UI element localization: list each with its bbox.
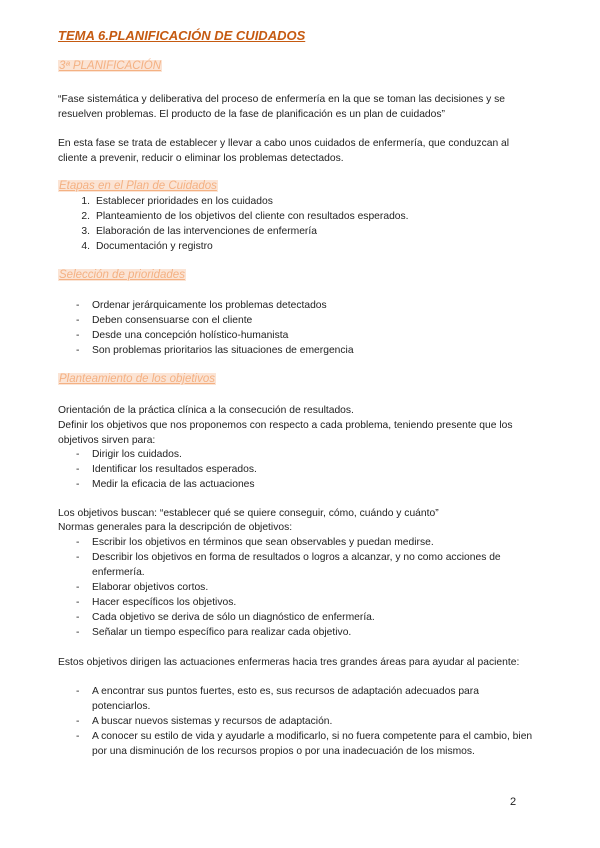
- list-item: - Medir la eficacia de las actuaciones: [76, 479, 255, 490]
- list-item: - A encontrar sus puntos fuertes, esto es, sus recursos de adaptación adecuados para potenciarlos.: [76, 686, 479, 712]
- normas-list: [58, 535, 536, 640]
- page-number: 2: [510, 796, 517, 808]
- list-item: - Hacer específicos los objetivos.: [76, 597, 237, 608]
- list-item: 4. Documentación y registro: [81, 241, 213, 252]
- list-item: - A buscar nuevos sistemas y recursos de adaptación.: [76, 716, 333, 727]
- objetivos-intro-1: Orientación de la práctica clínica a la consecución de resultados.: [58, 405, 354, 416]
- list-item: - Dirigir los cuidados.: [76, 449, 182, 460]
- prioridades-list: [58, 298, 536, 358]
- list-item: - Elaborar objetivos cortos.: [76, 582, 209, 593]
- section-heading-planificacion: 3ª PLANIFICACIÓN: [59, 60, 162, 72]
- list-item: - Deben consensuarse con el cliente: [76, 315, 253, 326]
- heading-etapas: Etapas en el Plan de Cuidados: [59, 180, 217, 192]
- list-item: - Ordenar jerárquicamente los problemas detectados: [76, 300, 327, 311]
- document-title: TEMA 6.PLANIFICACIÓN DE CUIDADOS: [58, 28, 306, 43]
- normas-label: Normas generales para la descripción de objetivos:: [58, 522, 293, 533]
- list-item: - Escribir los objetivos en términos que sean observables y puedan medirse.: [76, 537, 434, 548]
- areas-list: [58, 684, 536, 759]
- objetivos-purposes-list: [58, 447, 536, 492]
- etapas-list: [58, 194, 409, 254]
- list-item: 1. Establecer prioridades en los cuidados: [81, 196, 273, 207]
- areas-intro: Estos objetivos dirigen las actuaciones enfermeras hacia tres grandes áreas para ayudar al paciente:: [58, 657, 520, 668]
- list-item: - Describir los objetivos en forma de resultados o logros a alcanzar, y no como acciones de enfermería.: [76, 552, 501, 578]
- list-item: - Señalar un tiempo específico para realizar cada objetivo.: [76, 627, 352, 638]
- intro-text: En esta fase se trata de establecer y llevar a cabo unos cuidados de enfermería, que conduzcan al cliente a prevenir, reducir o eliminar los problemas detectados.: [58, 138, 510, 164]
- objetivos-buscan: Los objetivos buscan: “establecer qué se quiere conseguir, cómo, cuándo y cuánto”: [58, 508, 439, 519]
- heading-objetivos: Planteamiento de los objetivos: [59, 373, 215, 385]
- list-item: - A conocer su estilo de vida y ayudarle a modificarlo, si no fuera competente para el cambio, bien por una disminución de los recursos propios o por una inadecuación de los mismos.: [76, 731, 533, 757]
- objetivos-intro-2: Definir los objetivos que nos proponemos con respecto a cada problema, teniendo presente que los objetivos sirven para:: [58, 420, 513, 446]
- list-item: 2. Planteamiento de los objetivos del cliente con resultados esperados.: [81, 211, 409, 222]
- list-item: 3. Elaboración de las intervenciones de enfermería: [81, 226, 317, 237]
- heading-prioridades: Selección de prioridades: [59, 269, 185, 281]
- list-item: - Cada objetivo se deriva de sólo un diagnóstico de enfermería.: [76, 612, 375, 623]
- list-item: - Son problemas prioritarios las situaciones de emergencia: [76, 345, 354, 356]
- list-item: - Desde una concepción holístico-humanista: [76, 330, 289, 341]
- intro-quote: “Fase sistemática y deliberativa del proceso de enfermería en la que se toman las decisiones y se resuelven problemas. El producto de la fase de planificación es un plan de cuidados”: [58, 94, 505, 120]
- list-item: - Identificar los resultados esperados.: [76, 464, 257, 475]
